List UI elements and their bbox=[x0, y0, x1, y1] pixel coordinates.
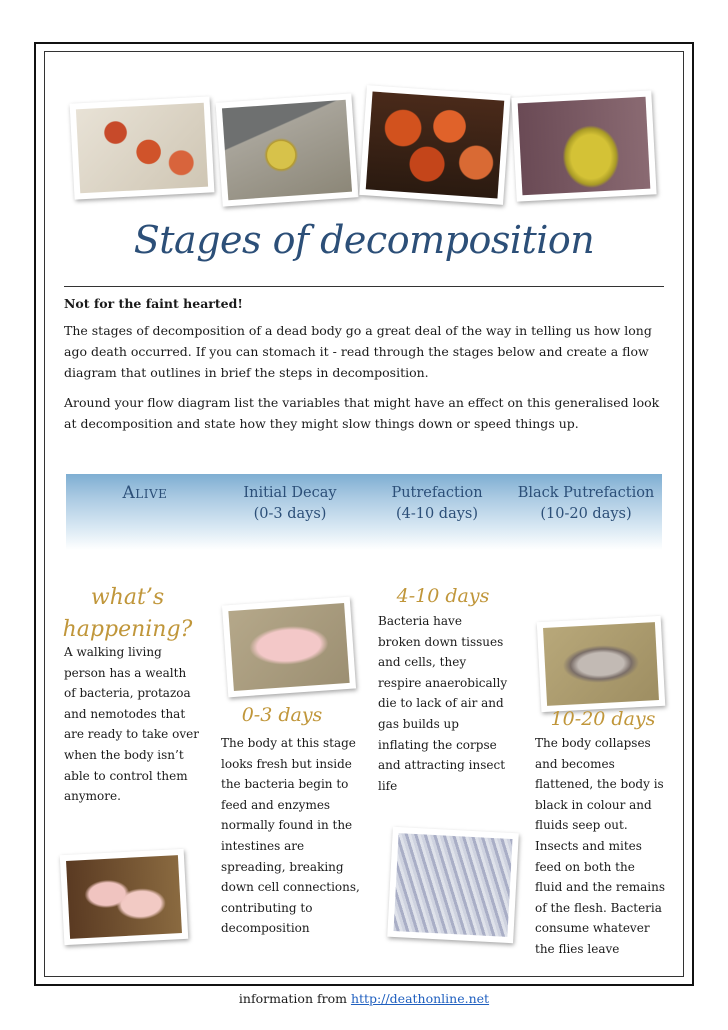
whats-happening-heading bbox=[60, 582, 195, 646]
footer-prefix: information from bbox=[238, 991, 351, 1006]
heading-line: happening? bbox=[62, 617, 193, 642]
photo-decomposed-piglet bbox=[537, 616, 666, 712]
alive-description: A walking living person has a wealth of bacteria, protazoa and nemotodes that are ready to take over when the body isn’t able to control them anymore. bbox=[64, 645, 199, 804]
stage-name: Putrefaction bbox=[391, 485, 483, 501]
black-putrefaction-heading: 10-20 days bbox=[550, 708, 656, 730]
source-link[interactable]: http://deathonline.net bbox=[350, 991, 490, 1006]
photo-fresh-dead-piglet bbox=[222, 597, 356, 698]
initial-decay-description: The body at this stage looks fresh but inside the bacteria begin to feed and enzymes normally found in the intestines are spreading, breaking down cell connections, contributing to decomposition bbox=[221, 736, 360, 936]
stage-duration: (10-20 days) bbox=[540, 506, 632, 522]
stage-alive bbox=[80, 483, 210, 504]
photo-pear bbox=[511, 90, 656, 201]
stage-name: Alive bbox=[122, 483, 168, 503]
title-divider bbox=[64, 286, 664, 287]
stage-name: Initial Decay bbox=[243, 485, 337, 501]
black-putrefaction-description: The body collapses and becomes flattened, the body is black in colour and fluids seep out. Insects and mites feed on both the fluid and the remains of the flesh. Bacteria consume whatever the flies leave bbox=[535, 736, 666, 956]
heading-line: what’s bbox=[90, 585, 165, 610]
instructions-paragraph: Around your flow diagram list the variables that might have an effect on this generalised look at decomposition and state how they might slow things down or speed things up. bbox=[64, 395, 660, 431]
putrefaction-heading: 4-10 days bbox=[396, 585, 490, 607]
stage-putrefaction bbox=[372, 483, 502, 525]
putrefaction-description: Bacteria have broken down tissues and cells, they respire anaerobically die to lack of air and gas builds up inflating the corpse and attracting insect life bbox=[378, 614, 508, 793]
photo-rotting-tomatoes bbox=[359, 85, 510, 205]
stage-name: Black Putrefaction bbox=[517, 485, 655, 501]
source-footer bbox=[0, 991, 728, 1006]
stage-duration: (0-3 days) bbox=[253, 506, 327, 522]
stage-initial-decay bbox=[220, 483, 360, 525]
photo-maggots bbox=[387, 827, 519, 943]
photo-live-piglets bbox=[60, 849, 189, 945]
photo-rotting-apple-core bbox=[70, 96, 215, 199]
intro-paragraph: The stages of decomposition of a dead body go a great deal of the way in telling us how long ago death occurred. If you can stomach it - read through the stages below and create a flow diagram that outlines in brief the steps in decomposition. bbox=[64, 323, 652, 380]
page-title: Stages of decomposition bbox=[133, 218, 595, 262]
subheading: Not for the faint hearted! bbox=[64, 296, 243, 311]
stage-duration: (4-10 days) bbox=[395, 506, 479, 522]
stage-black-putrefaction bbox=[512, 483, 660, 525]
photo-rotting-pear-on-ground bbox=[216, 93, 359, 206]
initial-decay-heading: 0-3 days bbox=[241, 704, 323, 726]
